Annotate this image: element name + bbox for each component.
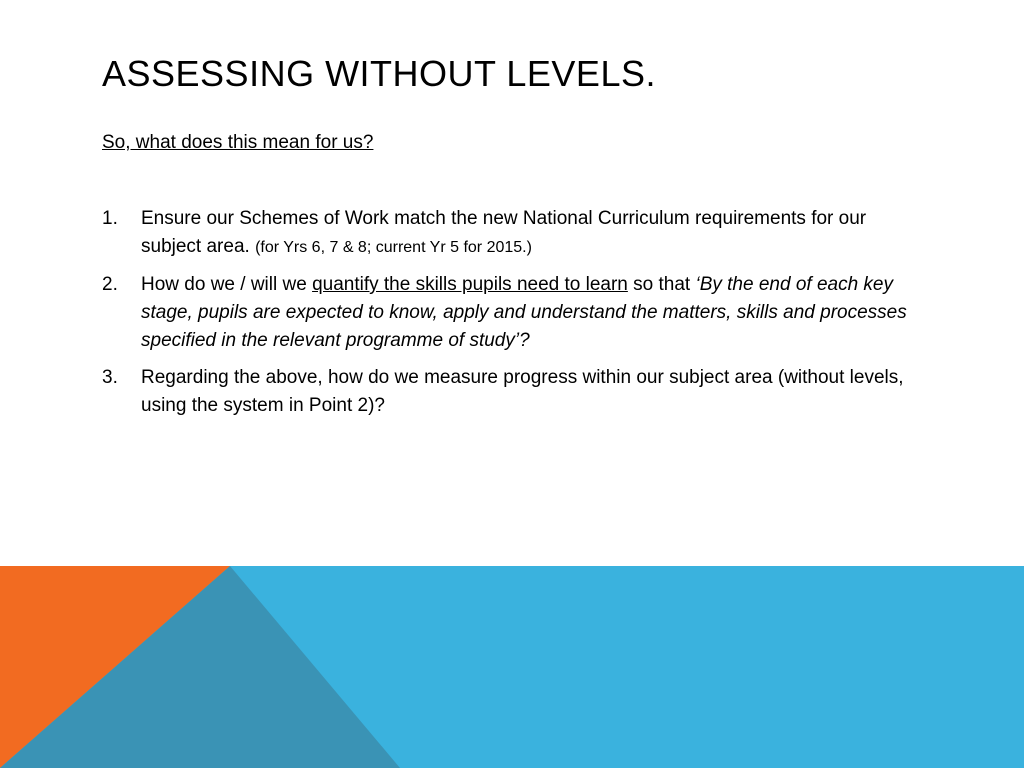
point-1-text: Ensure our Schemes of Work match the new National Curriculum requirements for our subject area. [141, 208, 867, 257]
point-1-note: (for Yrs 6, 7 & 8; current Yr 5 for 2015.) [255, 239, 532, 256]
decorative-footer-band [0, 566, 1024, 768]
slide-subtitle: So, what does this mean for us? [102, 132, 374, 153]
point-1 [102, 205, 922, 262]
slide-title: ASSESSING WITHOUT LEVELS. [102, 53, 656, 94]
point-number: 2. [102, 274, 118, 295]
point-2-underlined-phrase: quantify the skills pupils need to learn [312, 274, 628, 295]
point-3-text: Regarding the above, how do we measure progress within our subject area (without levels, using the system in Point 2)? [141, 367, 904, 416]
point-number: 3. [102, 367, 118, 388]
point-number: 1. [102, 208, 118, 229]
point-2-quote: ‘By the end of each key stage, pupils are expected to know, apply and understand the matters, skills and processes specified in the relevant programme of study’? [141, 274, 907, 351]
point-list [102, 205, 922, 429]
point-3 [102, 364, 922, 420]
point-2-connector: so that [633, 274, 691, 295]
point-2 [102, 271, 922, 355]
point-2-text: How do we / will we [141, 274, 307, 295]
